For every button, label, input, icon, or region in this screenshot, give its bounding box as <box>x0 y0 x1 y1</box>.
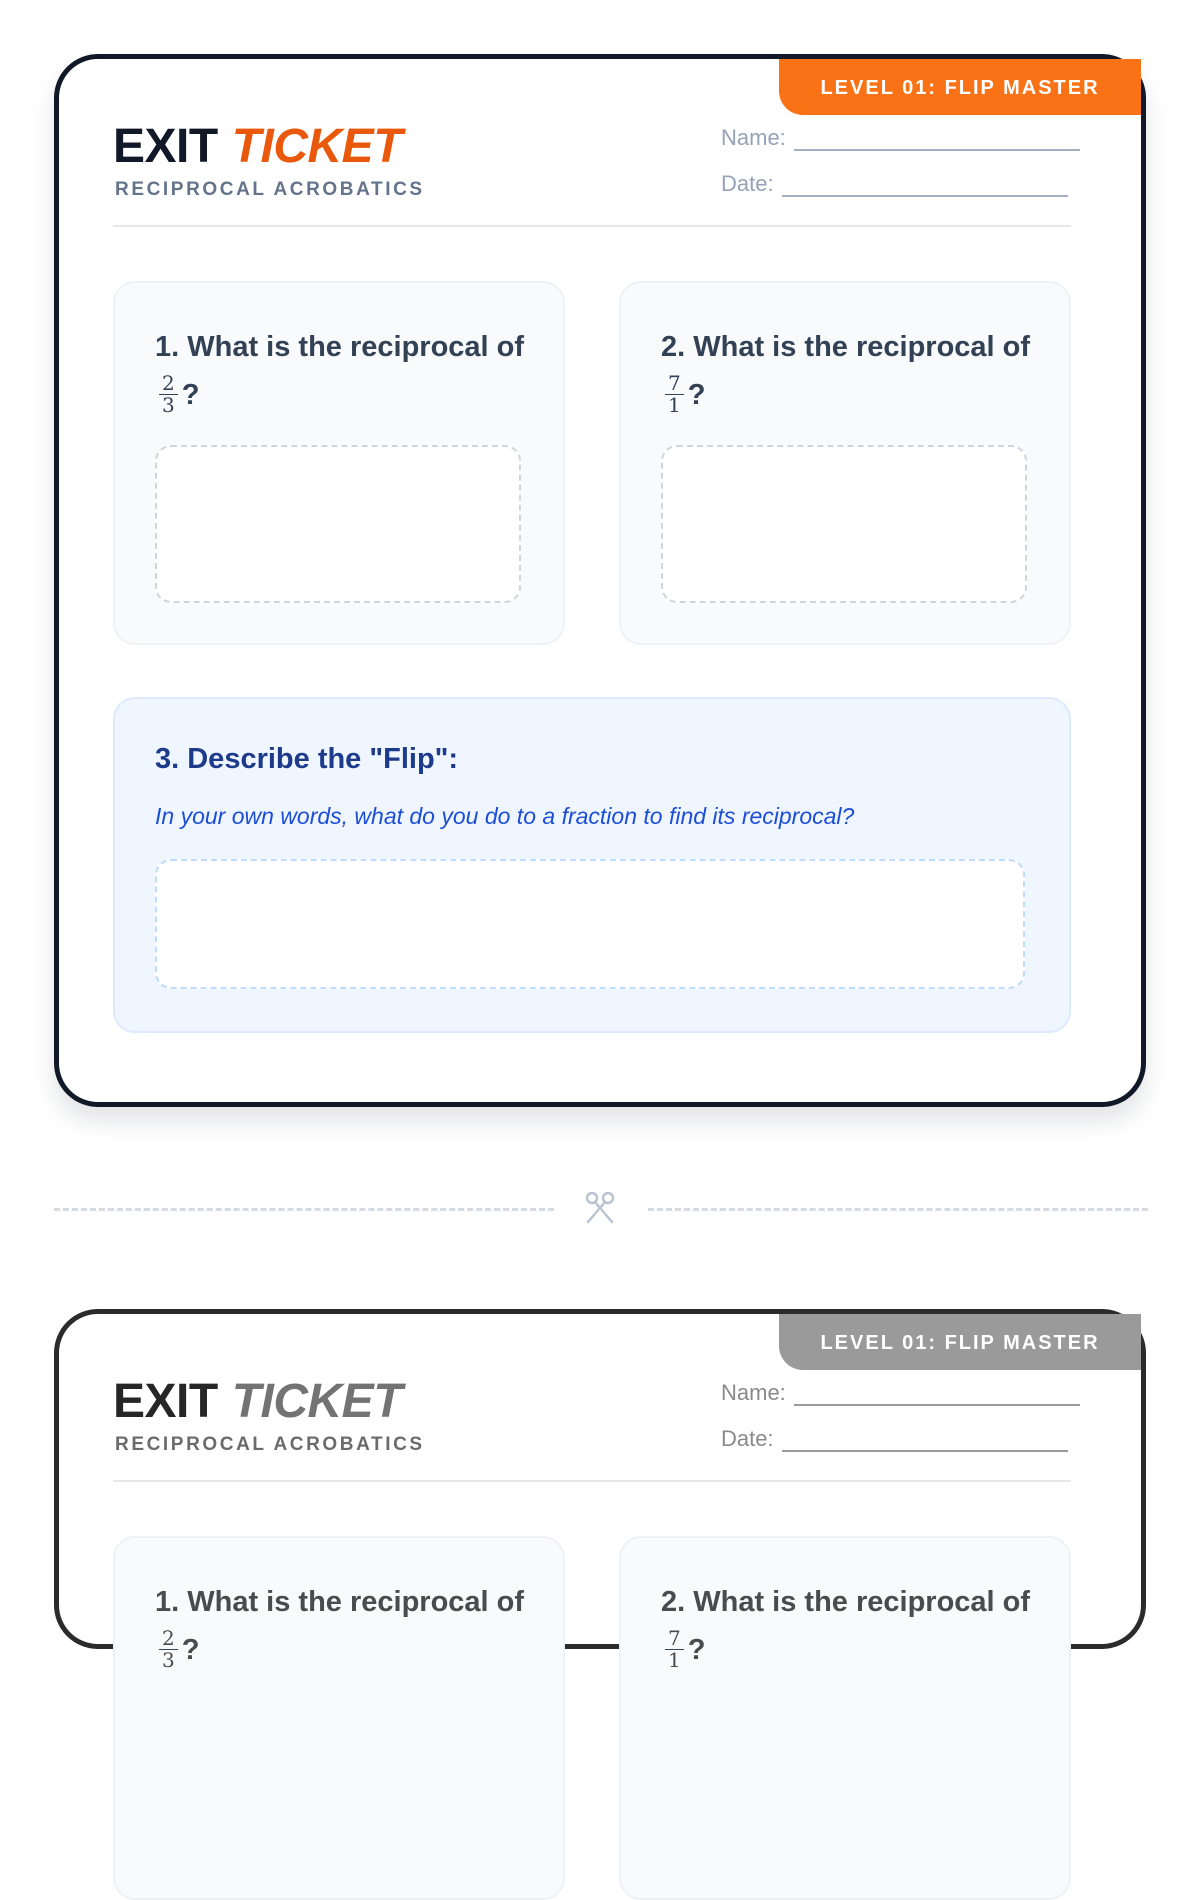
question-2-suffix: ? <box>687 379 706 411</box>
question-2-text <box>661 1578 1041 1674</box>
title-main: EXIT <box>113 120 218 173</box>
ticket-title <box>113 119 402 175</box>
name-field[interactable] <box>721 1380 1080 1406</box>
question-card-2 <box>619 281 1071 645</box>
question-card-3 <box>113 697 1071 1033</box>
question-1-fraction <box>159 370 178 417</box>
title-accent: TICKET <box>231 1375 403 1428</box>
fraction-denominator: 1 <box>668 392 681 417</box>
question-1-prefix: 1. What is the reciprocal of <box>155 1586 525 1618</box>
question-1-prefix: 1. What is the reciprocal of <box>155 331 525 363</box>
question-2-prefix: 2. What is the reciprocal of <box>661 331 1031 363</box>
question-card-1 <box>113 281 565 645</box>
question-card-2 <box>619 1536 1071 1900</box>
exit-ticket-2 <box>54 1309 1146 1672</box>
fraction-numerator: 7 <box>665 1628 684 1650</box>
ticket-title <box>113 1374 402 1430</box>
question-2-prefix: 2. What is the reciprocal of <box>661 1586 1031 1618</box>
ticket-subtitle: RECIPROCAL ACROBATICS <box>115 1434 425 1455</box>
ticket-subtitle: RECIPROCAL ACROBATICS <box>115 179 425 200</box>
question-card-1 <box>113 1536 565 1900</box>
question-1-text <box>155 323 535 419</box>
exit-ticket-1 <box>54 54 1146 1107</box>
answer-box-3[interactable] <box>155 859 1025 989</box>
fraction-numerator: 2 <box>159 373 178 395</box>
name-label: Name: <box>721 1380 786 1405</box>
question-3-title: 3. Describe the "Flip": <box>155 743 459 775</box>
date-field[interactable] <box>721 171 1068 197</box>
date-field[interactable] <box>721 1426 1068 1452</box>
date-blank-line[interactable] <box>782 1434 1068 1452</box>
name-field[interactable] <box>721 125 1080 151</box>
name-blank-line[interactable] <box>794 1388 1080 1406</box>
header-divider <box>113 225 1071 227</box>
question-1-suffix: ? <box>181 1634 200 1666</box>
fraction-numerator: 2 <box>159 1628 178 1650</box>
question-2-fraction <box>665 370 684 417</box>
date-label: Date: <box>721 171 774 196</box>
fraction-denominator: 1 <box>668 1647 681 1672</box>
fraction-denominator: 3 <box>162 1647 175 1672</box>
level-badge: LEVEL 01: FLIP MASTER <box>779 1314 1141 1370</box>
title-accent: TICKET <box>231 120 403 173</box>
answer-box-1[interactable] <box>155 445 521 603</box>
level-badge: LEVEL 01: FLIP MASTER <box>779 59 1141 115</box>
scissors-icon <box>582 1190 618 1226</box>
question-2-text <box>661 323 1041 419</box>
header-divider <box>113 1480 1071 1482</box>
title-main: EXIT <box>113 1375 218 1428</box>
answer-box-2[interactable] <box>661 445 1027 603</box>
question-2-fraction <box>665 1625 684 1672</box>
name-label: Name: <box>721 125 786 150</box>
cut-line-right <box>648 1208 1148 1211</box>
question-3-prompt: In your own words, what do you do to a fraction to find its reciprocal? <box>155 803 855 829</box>
question-2-suffix: ? <box>687 1634 706 1666</box>
date-label: Date: <box>721 1426 774 1451</box>
question-1-fraction <box>159 1625 178 1672</box>
name-blank-line[interactable] <box>794 133 1080 151</box>
date-blank-line[interactable] <box>782 179 1068 197</box>
question-1-text <box>155 1578 535 1674</box>
question-1-suffix: ? <box>181 379 200 411</box>
cut-line-left <box>54 1208 554 1211</box>
fraction-denominator: 3 <box>162 392 175 417</box>
fraction-numerator: 7 <box>665 373 684 395</box>
